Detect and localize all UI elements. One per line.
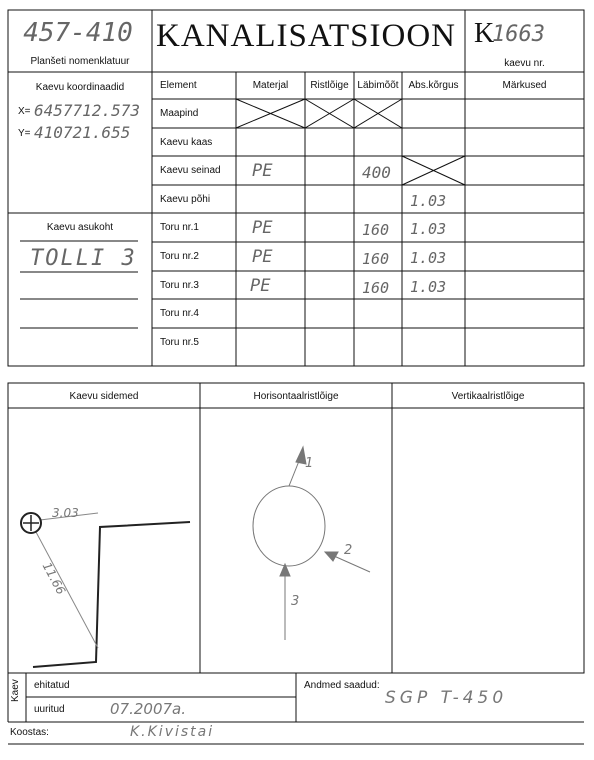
col-abs: Abs.kõrgus — [408, 80, 459, 91]
row-labimoot: 400 — [362, 163, 391, 182]
sheet-label: Planšeti nomenklatuur — [30, 56, 130, 67]
row-abs: 1.03 — [410, 249, 447, 267]
built-label: ehitatud — [34, 680, 70, 691]
coordinates-label: Kaevu koordinaadid — [35, 82, 125, 93]
row-element: Toru nr.3 — [160, 280, 199, 291]
well-prefix: K — [474, 18, 496, 49]
vertical-section-label: Vertikaalristlõige — [451, 391, 525, 402]
row-element: Toru nr.1 — [160, 222, 199, 233]
row-abs: 1.03 — [410, 220, 447, 238]
row-element: Toru nr.4 — [160, 308, 199, 319]
source-value: SGP T-450 — [385, 688, 508, 708]
pipe-3-label: 3 — [291, 594, 300, 609]
row-element: Toru nr.5 — [160, 337, 199, 348]
row-element: Kaevu põhi — [160, 194, 211, 205]
y-value: 410721.655 — [34, 123, 131, 142]
source-label: Andmed saadud: — [304, 680, 380, 691]
ties-label: Kaevu sidemed — [69, 391, 139, 402]
row-materjal: PE — [252, 247, 273, 267]
well-outline — [253, 486, 325, 566]
row-materjal: PE — [252, 218, 273, 238]
row-element: Maapind — [160, 108, 199, 119]
y-label: Y= — [18, 128, 31, 139]
row-materjal: PE — [252, 161, 273, 181]
page-title: KANALISATSIOON — [156, 18, 456, 54]
row-materjal: PE — [250, 276, 271, 296]
compiled-value: K.Kivistai — [130, 724, 215, 740]
surveyed-label: uuritud — [34, 704, 65, 715]
surveyed-value: 07.2007a. — [110, 700, 186, 718]
sheet-number: 457-410 — [23, 18, 133, 48]
row-labimoot: 160 — [362, 279, 390, 297]
row-abs: 1.03 — [410, 192, 447, 210]
row-element: Toru nr.2 — [160, 251, 199, 262]
row-labimoot: 160 — [362, 221, 390, 239]
well-number-label: kaevu nr. — [504, 58, 545, 69]
col-markused: Märkused — [502, 80, 547, 91]
row-labimoot: 160 — [362, 250, 390, 268]
location-value: TOLLI 3 — [30, 246, 137, 271]
x-label: X= — [18, 106, 31, 117]
tie-sketch — [21, 513, 190, 667]
pipe-2-label: 2 — [344, 543, 353, 558]
row-element: Kaevu kaas — [160, 137, 213, 148]
col-element: Element — [160, 80, 197, 91]
well-number: 1663 — [492, 22, 545, 47]
tie-distance-1: 3.03 — [52, 506, 79, 520]
col-materjal: Materjal — [252, 80, 289, 91]
row-element: Kaevu seinad — [160, 165, 221, 176]
horizontal-section-sketch — [253, 447, 370, 640]
col-labimoot: Läbimõõt — [357, 80, 399, 91]
tie-distance-2: 11.66 — [39, 560, 69, 597]
col-ristloige: Ristlõige — [310, 80, 349, 91]
compiled-label: Koostas: — [10, 727, 49, 738]
horizontal-section-label: Horisontaalristlõige — [253, 391, 339, 402]
x-value: 6457712.573 — [34, 101, 140, 120]
well-side-label: Kaev — [10, 679, 21, 702]
row-abs: 1.03 — [410, 278, 447, 296]
pipe-1-label: 1 — [305, 456, 314, 471]
location-label: Kaevu asukoht — [46, 222, 114, 233]
